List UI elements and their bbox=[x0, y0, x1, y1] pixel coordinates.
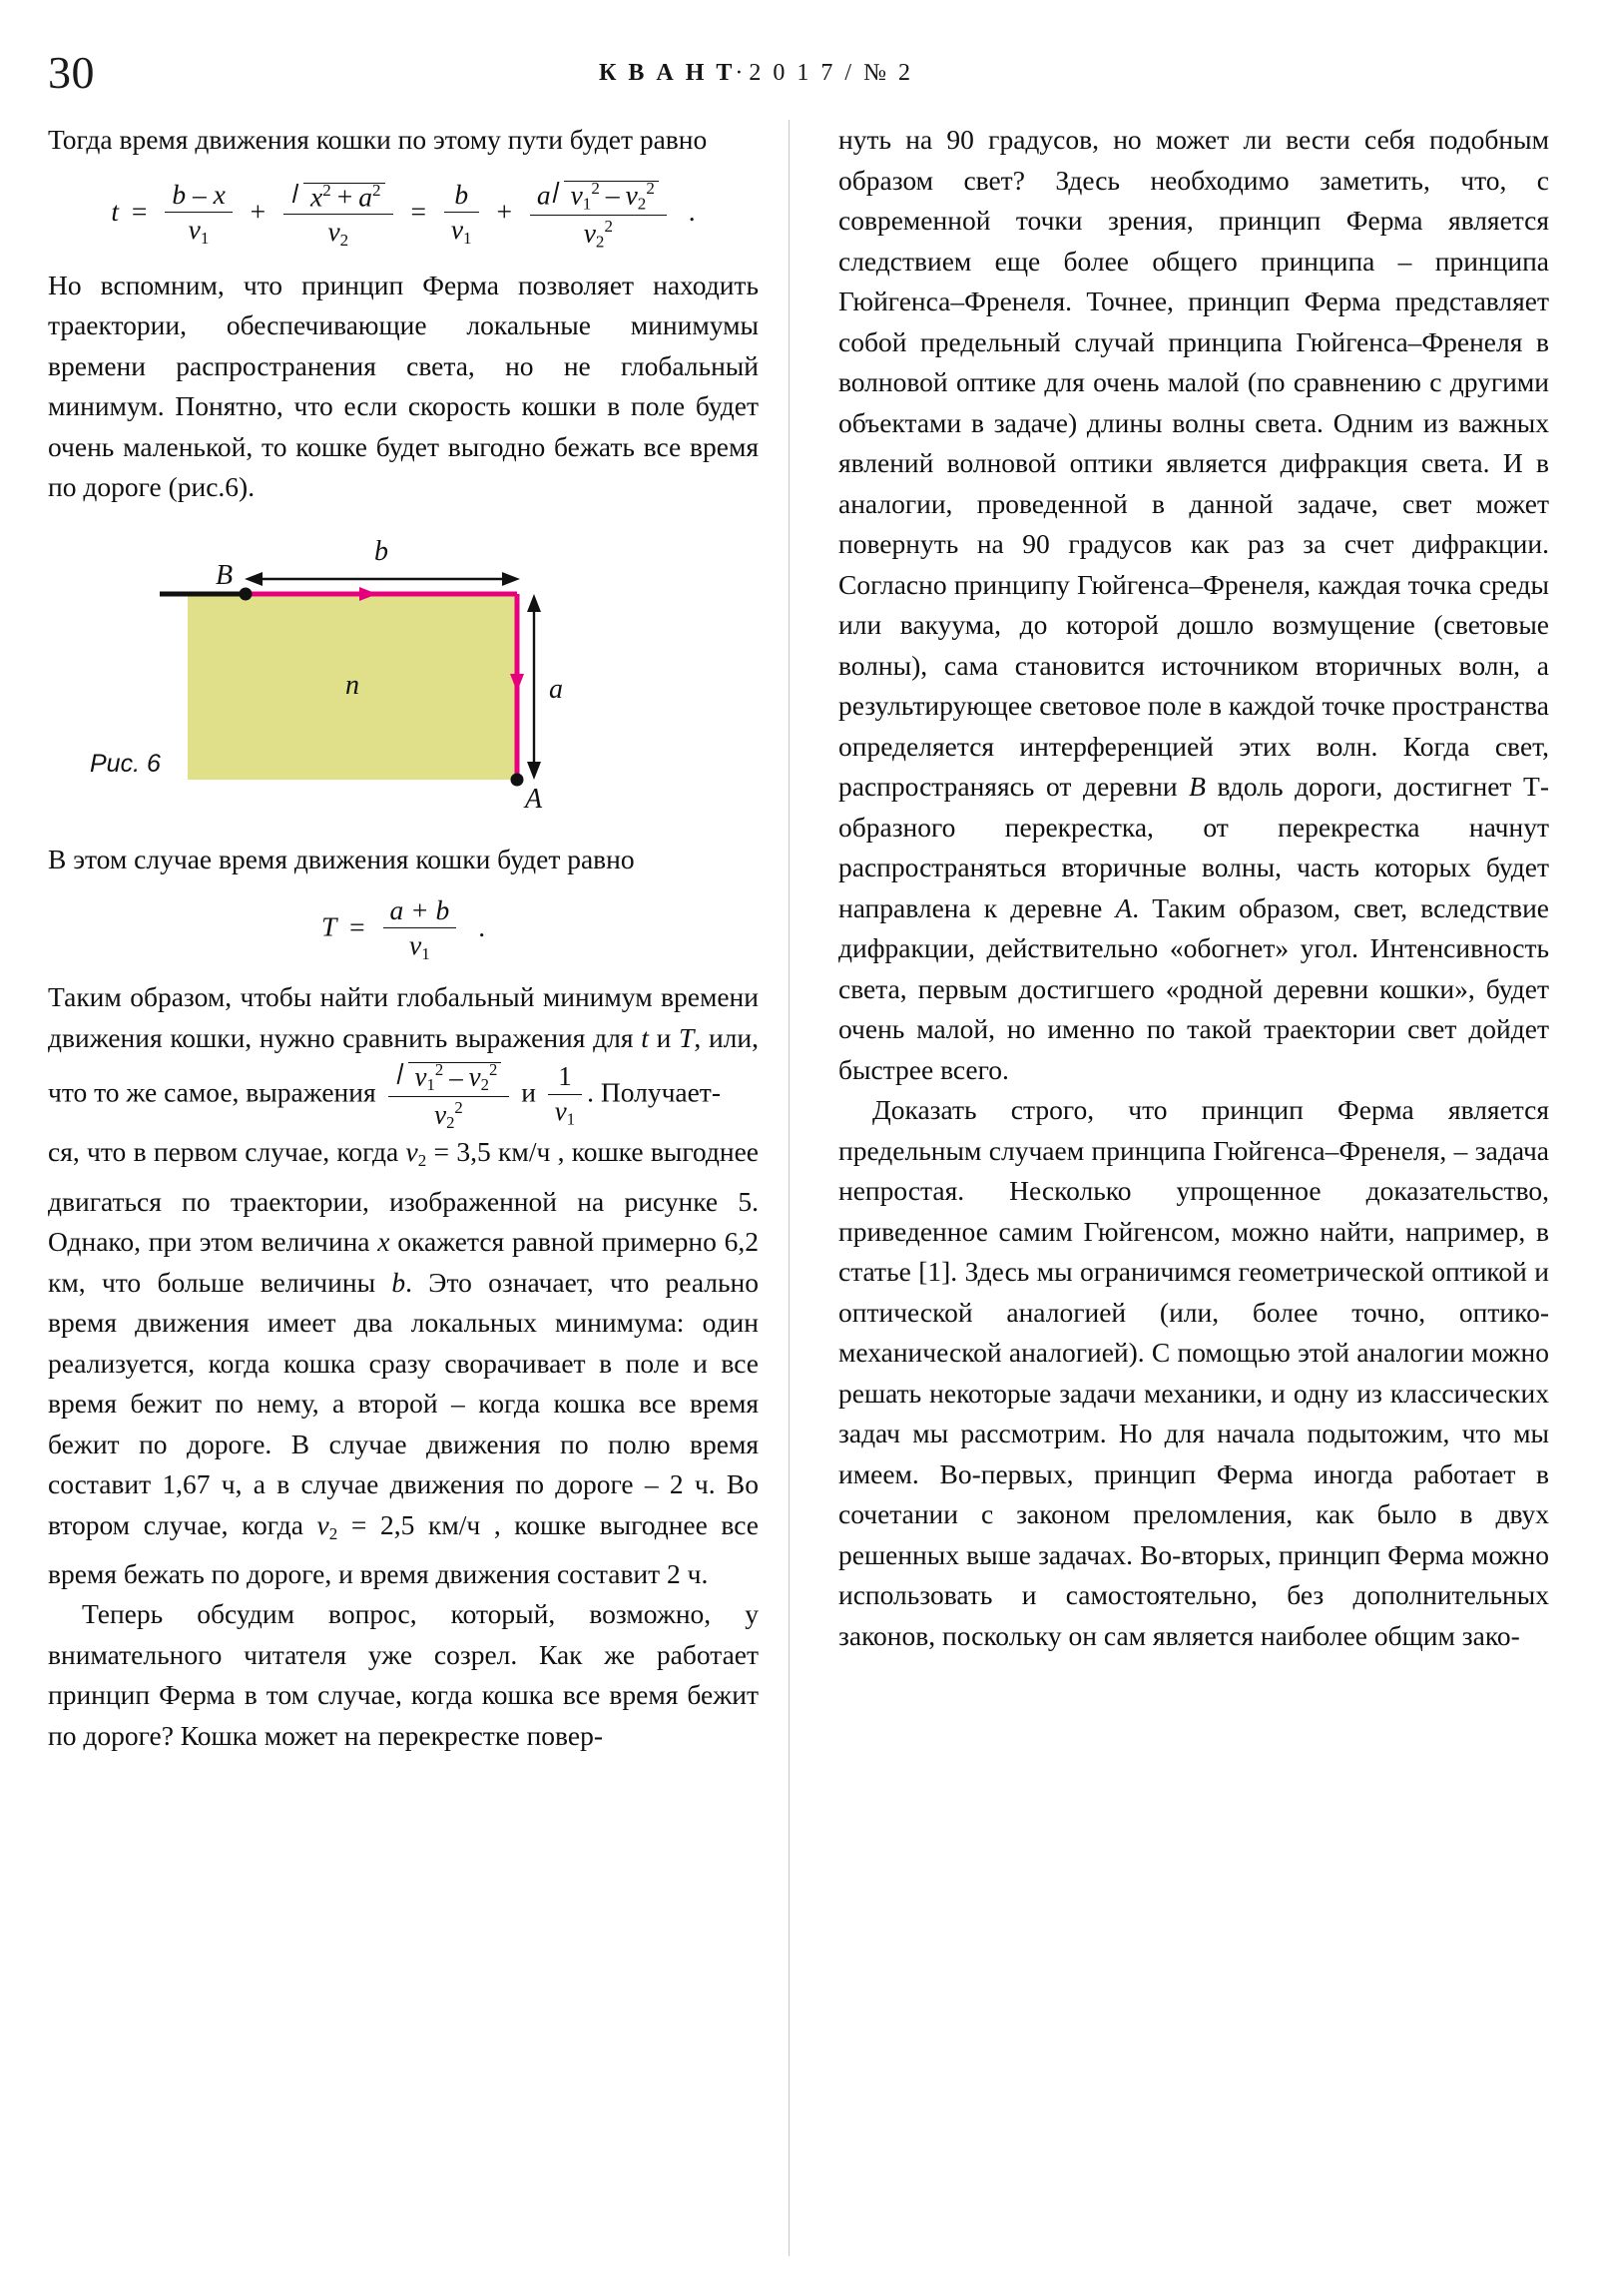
formula-t-plus1: + bbox=[250, 195, 266, 227]
formula-t-eq1: = bbox=[131, 195, 148, 227]
term4-denominator: $v_2^2$ bbox=[530, 215, 667, 252]
term2-denominator: $v_2$ bbox=[283, 214, 393, 250]
formula-T-period: . bbox=[478, 910, 486, 942]
arrow-b-left bbox=[245, 572, 263, 586]
results-var-b: b bbox=[391, 1266, 406, 1298]
results-value-1: = 3,5 км/ч bbox=[426, 1136, 558, 1168]
formula-t-eq2: = bbox=[410, 195, 426, 227]
point-A-dot bbox=[511, 773, 524, 786]
compare-var-t: t bbox=[641, 1021, 649, 1053]
label-a: a bbox=[549, 673, 563, 705]
formula-T-lhs: T bbox=[320, 910, 337, 942]
figure-caption: Рис. 6 bbox=[90, 749, 161, 778]
term1-denominator: $v_1$ bbox=[165, 212, 232, 248]
paragraph-fermat: Но вспомним, что принцип Ферма позволяет находить траектории, обеспечивающие локальные минимумы времени распространения света, но не глобальный минимум. Понятно, что если скорость кошки в поле будет очень маленькой, то кошке будет выгодно бежать все время по дороге (рис.6). bbox=[48, 269, 759, 503]
paragraph-case: В этом случае время движения кошки будет равно bbox=[48, 843, 635, 874]
results-text-e: , кошке выгоднее все время бежать по дороге, и время движения составит 2 ч. bbox=[48, 1508, 760, 1589]
column-divider bbox=[789, 120, 790, 2256]
huygens-text-a: нуть на 90 градусов, но может ли вести себя подобным образом свет? Здесь необходимо заметить, что, с современной точки зрения, принцип Ферма является следствием еще более общего принципа – принципа Гюйгенса–Френеля. Точнее, принцип Ферма представляет собой предельный случай принципа Гюйгенса–Френеля в волновой оптике для очень малой (по сравнению с другими объектами в задаче) длины волны света. Одним из важных явлений волновой оптики является дифракция света. И в аналогии, проведенной в данной задаче, свет может повернуть на 90 градусов как раз за счет дифракции. Согласно принципу Гюйгенса–Френеля, каждая точка среды или вакуума, до которой дошло возмущение (световые волны), сама становится источником вторичных волн, а результирующее световое поле в каждой точке пространства определяется интерференцией этих волн. Когда свет, распространяясь от деревни bbox=[838, 124, 1549, 802]
formula-t-term1 bbox=[165, 180, 232, 248]
right-column bbox=[838, 120, 1549, 1656]
arrow-a-top bbox=[527, 594, 541, 612]
huygens-text-c: . Таким образом, свет, вследствие дифракции, действительно «обогнет» угол. Интенсивность света, первым достигшего «родной деревни кошки», будет очень малой, но именно по такой траектории свет дойдет быстрее всего. bbox=[838, 891, 1549, 1085]
term2-numerator: $x^2 + a^2$ bbox=[283, 179, 393, 214]
label-B: B bbox=[216, 559, 234, 591]
compare-text-c: , или, что то же самое, выражения bbox=[48, 1021, 759, 1108]
left-column bbox=[48, 120, 759, 1756]
formula-t-term2 bbox=[283, 179, 393, 250]
compare-text-a: Таким образом, чтобы найти глобальный минимум времени движения кошки, нужно сравнить выражения для bbox=[48, 981, 759, 1053]
page-number: 30 bbox=[48, 47, 95, 98]
compare-text-d: . Получает- bbox=[587, 1076, 721, 1108]
formula-T-denominator: $v_1$ bbox=[383, 927, 457, 963]
point-B-dot bbox=[240, 587, 253, 600]
paragraph-results bbox=[48, 1132, 759, 1594]
village-label-B: B bbox=[1189, 771, 1206, 802]
compare-var-T: T bbox=[679, 1021, 695, 1053]
results-text-b: , кошке выгоднее двигаться по траектории, изображенной на рисунке 5. Однако, при этом величина bbox=[48, 1136, 760, 1258]
formula-T bbox=[48, 895, 759, 963]
figure-6 bbox=[48, 532, 759, 822]
paragraph-proof: Доказать строго, что принцип Ферма является предельным случаем принципа Гюйгенса–Френеля, – задача непростая. Несколько упрощенное доказательство, приведенное самим Гюйгенсом, можно найти, например, в статье [1]. Здесь мы ограничимся геометрической оптикой и оптической аналогией (или, более точно, оптико-механической аналогией). С помощью этой аналогии можно решать некоторые задачи механики, и одну из классических задач мы рассмотрим. Но для начала подытожим, что мы имеем. Во-первых, принцип Ферма иногда работает в сочетании с законом преломления, как было в двух решенных выше задачах. Во-вторых, принцип Ферма можно использовать и самостоятельно, без дополнительных законов, поскольку он сам является наиболее общим зако- bbox=[838, 1094, 1549, 1651]
inline-fraction-2: $\frac{1}{v_1}$ bbox=[543, 1062, 587, 1128]
header-separator: · bbox=[735, 60, 750, 86]
arrow-b-right bbox=[502, 572, 520, 586]
paragraph-compare bbox=[48, 977, 759, 1132]
results-value-2: = 2,5 км/ч bbox=[337, 1508, 494, 1540]
paragraph-intro: Тогда время движения кошки по этому пути будет равно bbox=[48, 124, 708, 155]
formula-t-lhs: t bbox=[111, 195, 120, 227]
label-A: A bbox=[525, 783, 543, 815]
term3-denominator: $v_1$ bbox=[444, 212, 479, 248]
results-text-a: ся, что в первом случае, когда bbox=[48, 1136, 406, 1168]
inline-fraction-1: $\frac{v_1^2 - v_2^2}{v_2^2}$ bbox=[383, 1058, 515, 1132]
results-text-c: окажется равной примерно 6,2 км, что больше величины bbox=[48, 1226, 759, 1298]
formula-t-term3 bbox=[444, 180, 479, 248]
formula-t-period: . bbox=[688, 195, 696, 227]
journal-title: К В А Н Т bbox=[599, 60, 736, 86]
formula-T-frac bbox=[383, 895, 457, 963]
label-n: n bbox=[345, 669, 359, 701]
term3-numerator: b bbox=[454, 179, 469, 211]
results-var-v2-first: v bbox=[405, 1136, 418, 1168]
label-b: b bbox=[374, 535, 388, 567]
issue-number: 2 0 1 7 / № 2 bbox=[749, 60, 913, 86]
page-header bbox=[0, 38, 1597, 98]
results-var-v2-second-sub: 2 bbox=[328, 1523, 338, 1543]
formula-t bbox=[48, 177, 759, 252]
village-label-A: A bbox=[1115, 891, 1133, 923]
term4-numerator: a $v_1^2 - v_2^2$ bbox=[530, 177, 667, 216]
formula-T-eq: = bbox=[349, 910, 365, 942]
formula-t-term4 bbox=[530, 177, 667, 252]
formula-T-numerator: a + b bbox=[389, 894, 450, 926]
results-var-v2-second: v bbox=[316, 1508, 329, 1540]
results-var-x: x bbox=[377, 1226, 390, 1258]
paragraph-question: Теперь обсудим вопрос, который, возможно, у внимательного читателя уже созрел. Как же работает принцип Ферма в том случае, когда кошка все время бежит по дороге? Кошка может на перекрестке повер- bbox=[48, 1598, 759, 1751]
results-var-v2-first-sub: 2 bbox=[417, 1151, 427, 1171]
compare-conjunction: и bbox=[514, 1076, 543, 1108]
arrow-a-bottom bbox=[527, 762, 541, 780]
huygens-text-b: вдоль дороги, достигнет Т-образного перекрестка, от перекрестка начнут распространяться вторичные волны, часть которых будет направлена к деревне bbox=[838, 771, 1549, 923]
paragraph-huygens bbox=[838, 120, 1549, 1090]
running-head bbox=[599, 60, 913, 87]
compare-text-b: и bbox=[648, 1021, 680, 1053]
results-text-d: . Это означает, что реально время движения имеет два локальных минимума: один реализуется, когда кошка сразу сворачивает в поле и все время бежит по нему, а второй – когда кошка все время бежит по дороге. В случае движения по полю время составит 1,67 ч, а в случае движения по дороге – 2 ч. Во втором случае, когда bbox=[48, 1266, 759, 1540]
term1-numerator: b – x bbox=[172, 179, 226, 211]
formula-t-plus2: + bbox=[496, 195, 512, 227]
